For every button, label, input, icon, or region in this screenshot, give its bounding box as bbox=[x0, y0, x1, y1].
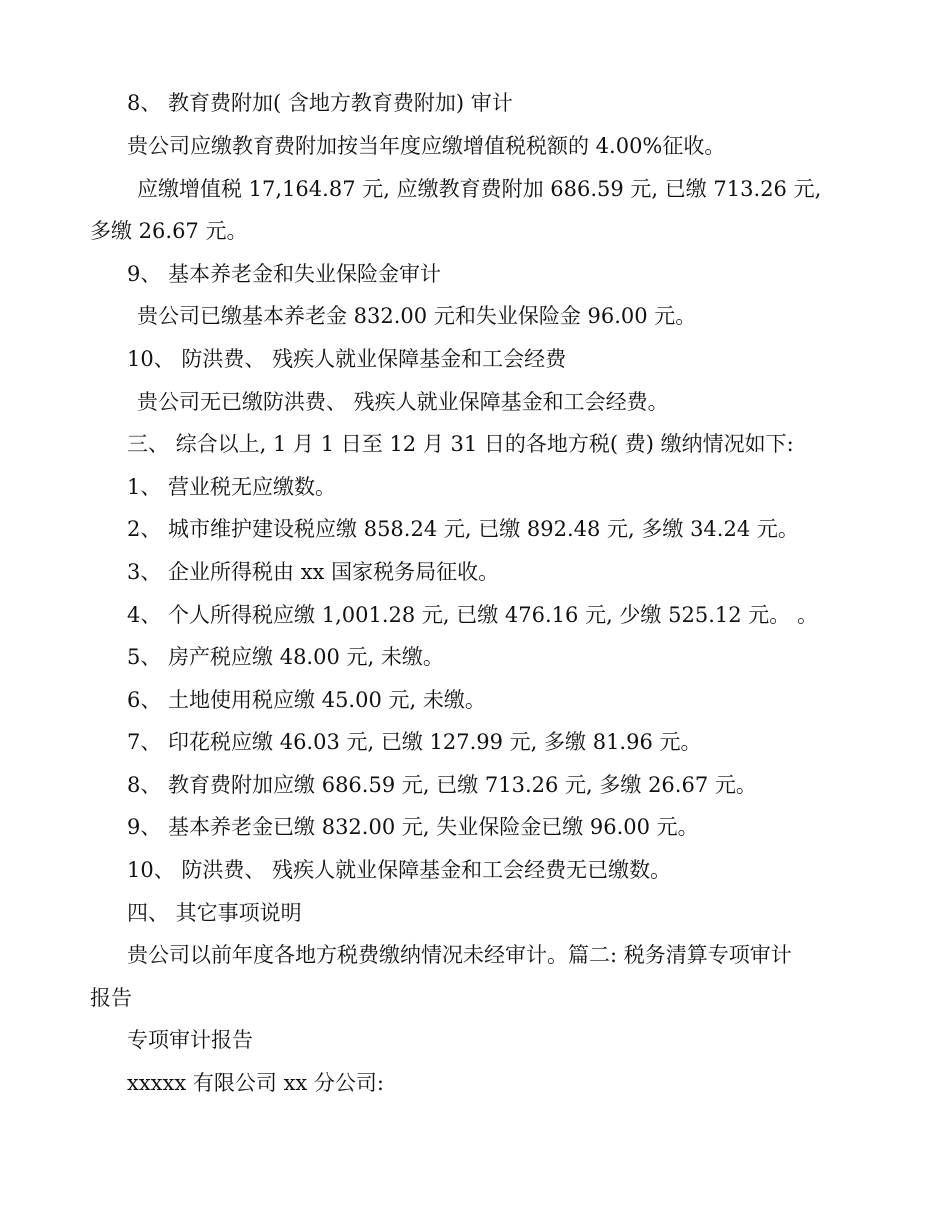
list-item: 3、 企业所得税由 xx 国家税务局征收。 bbox=[127, 560, 500, 584]
list-item: 10、 防洪费、 残疾人就业保障基金和工会经费无已缴数。 bbox=[127, 858, 672, 882]
heading-pension-unemployment-audit: 9、 基本养老金和失业保险金审计 bbox=[127, 262, 442, 286]
list-item: 6、 土地使用税应缴 45.00 元, 未缴。 bbox=[127, 688, 486, 712]
list-item: 2、 城市维护建设税应缴 858.24 元, 已缴 892.48 元, 多缴 34.24 元。 bbox=[127, 517, 799, 541]
paragraph-line: 贵公司无已缴防洪费、 残疾人就业保障基金和工会经费。 bbox=[137, 390, 669, 414]
list-item: 5、 房产税应缴 48.00 元, 未缴。 bbox=[127, 645, 444, 669]
list-item: 4、 个人所得税应缴 1,001.28 元, 已缴 476.16 元, 少缴 525.12 元。 。 bbox=[127, 603, 818, 627]
heading-education-surcharge-audit: 8、 教育费附加( 含地方教育费附加) 审计 bbox=[127, 91, 513, 115]
paragraph-line: 贵公司已缴基本养老金 832.00 元和失业保险金 96.00 元。 bbox=[137, 304, 697, 328]
section-heading-summary: 三、 综合以上, 1 月 1 日至 12 月 31 日的各地方税( 费) 缴纳情况如下: bbox=[127, 432, 794, 456]
list-item: 1、 营业税无应缴数。 bbox=[127, 475, 337, 499]
paragraph-line: 报告 bbox=[90, 986, 132, 1010]
list-item: 7、 印花税应缴 46.03 元, 已缴 127.99 元, 多缴 81.96 元。 bbox=[127, 730, 702, 754]
report-title: 专项审计报告 bbox=[127, 1028, 253, 1052]
paragraph-line: 贵公司应缴教育费附加按当年度应缴增值税税额的 4.00%征收。 bbox=[127, 134, 726, 158]
paragraph-line: 贵公司以前年度各地方税费缴纳情况未经审计。篇二: 税务清算专项审计 bbox=[127, 943, 792, 967]
paragraph-line: 应缴增值税 17,164.87 元, 应缴教育费附加 686.59 元, 已缴 713.26 元, bbox=[137, 177, 822, 201]
heading-flood-disability-union-fees: 10、 防洪费、 残疾人就业保障基金和工会经费 bbox=[127, 347, 567, 371]
list-item: 9、 基本养老金已缴 832.00 元, 失业保险金已缴 96.00 元。 bbox=[127, 815, 699, 839]
section-heading-other-matters: 四、 其它事项说明 bbox=[127, 901, 302, 925]
addressee-line: xxxxx 有限公司 xx 分公司: bbox=[127, 1071, 385, 1095]
list-item: 8、 教育费附加应缴 686.59 元, 已缴 713.26 元, 多缴 26.67 元。 bbox=[127, 773, 757, 797]
paragraph-line: 多缴 26.67 元。 bbox=[90, 219, 248, 243]
